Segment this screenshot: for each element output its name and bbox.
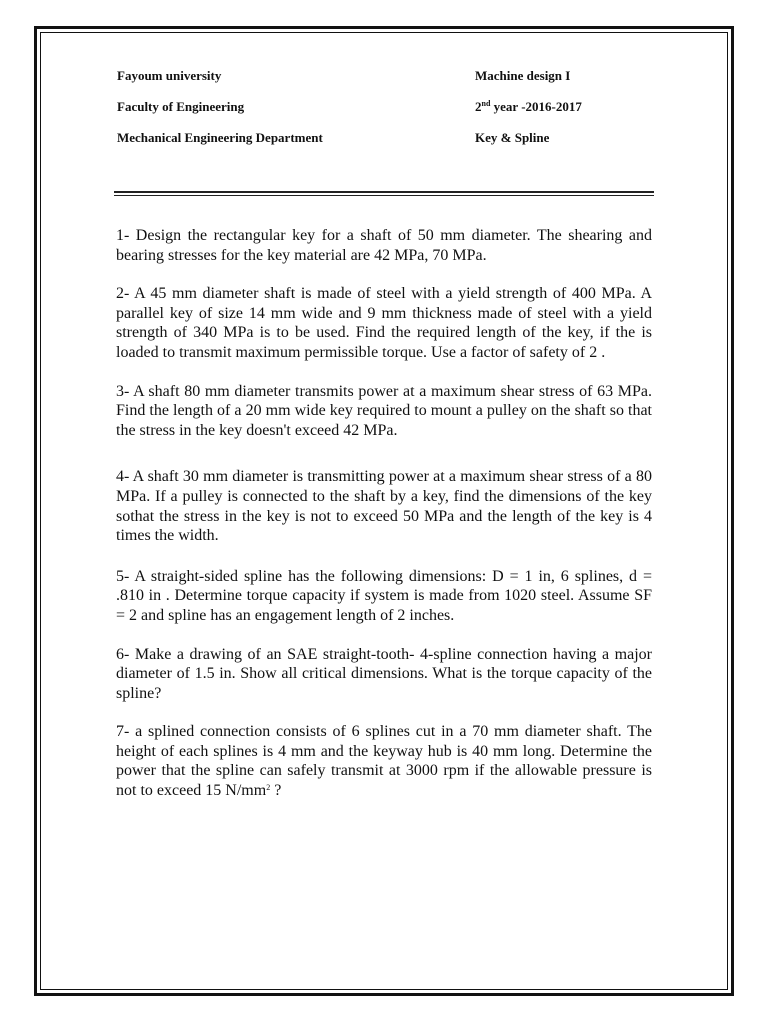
problem-7-text: 7- a splined connection consists of 6 splines cut in a 70 mm diameter shaft. The height of each splines is 4 mm and the keyway hub is 40 mm long. Determine the power that the spline can safely transmit at 3000 rpm if the allowable pressure is not to exceed 15 N/mm <box>116 723 652 800</box>
year-ordinal: 2 <box>475 99 482 114</box>
header-divider <box>114 191 654 193</box>
academic-year <box>475 91 582 122</box>
department-name: Mechanical Engineering Department <box>117 130 323 145</box>
university-name: Fayoum university <box>117 68 222 83</box>
year-suffix: nd <box>481 99 491 108</box>
year-rest: year -2016-2017 <box>490 99 582 114</box>
problem-list <box>116 226 652 801</box>
course-name: Machine design I <box>475 68 571 83</box>
problem-7-tail: ? <box>270 782 282 800</box>
sheet-topic: Key & Spline <box>475 130 550 145</box>
header-right <box>475 60 582 153</box>
problem-1: 1- Design the rectangular key for a shaft of 50 mm diameter. The shearing and bearing stresses for the key material are 42 MPa, 70 MPa. <box>116 227 652 264</box>
problem-5: 5- A straight-sided spline has the following dimensions: D = 1 in, 6 splines, d = .810 in . Determine torque capacity if system is made from 1020 steel. Assume SF = 2 and spline has an engagement length of 2 inches. <box>116 567 652 624</box>
problem-2: 2- A 45 mm diameter shaft is made of steel with a yield strength of 400 MPa. A parallel key of size 14 mm wide and 9 mm thickness made of steel with a yield strength of 340 MPa is to be used. Find the required length of the key, if the is loaded to transmit maximum permissible torque. Use a factor of safety of 2 . <box>116 285 652 361</box>
header-divider-thin <box>114 195 654 196</box>
problem-3: 3- A shaft 80 mm diameter transmits power at a maximum shear stress of 63 MPa. Find the length of a 20 mm wide key required to mount a pulley on the shaft so that the stress in the key doesn't exceed 42 MPa. <box>116 382 652 439</box>
problem-6: 6- Make a drawing of an SAE straight-tooth- 4-spline connection having a major diameter of 1.5 in. Show all critical dimensions. What is the torque capacity of the spline? <box>116 645 652 702</box>
faculty-name: Faculty of Engineering <box>117 99 245 114</box>
problem-7-exponent: 2 <box>266 783 271 793</box>
problem-7 <box>116 722 652 800</box>
problem-4: 4- A shaft 30 mm diameter is transmitting power at a maximum shear stress of a 80 MPa. If a pulley is connected to the shaft by a key, find the dimensions of the key sothat the stress in the key is not to exceed 50 MPa and the length of the key is 4 times the width. <box>116 468 652 545</box>
header-left <box>117 60 323 153</box>
